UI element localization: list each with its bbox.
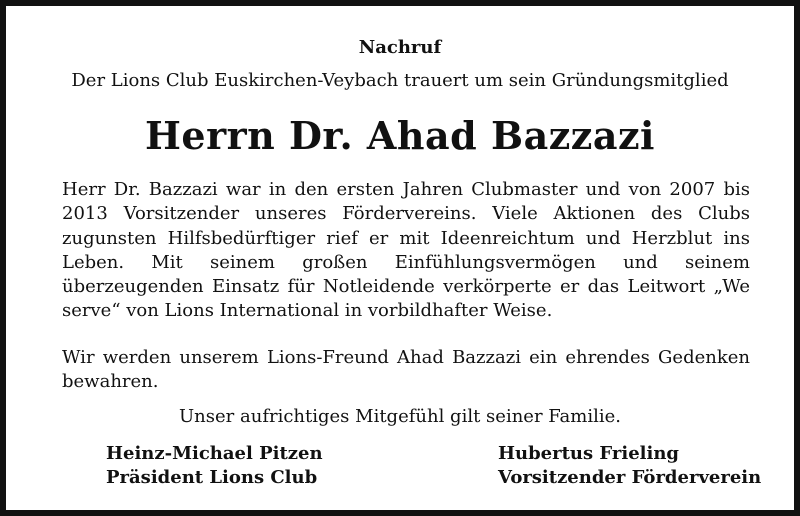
notice-heading: Nachruf — [358, 37, 442, 58]
tribute-paragraph: Herr Dr. Bazzazi war in den ersten Jahren Clubmaster und von 2007 bis 2013 Vorsitzender unseres Fördervereins. Viele Aktionen des Clubs zugunsten Hilfsbedürftiger rief er mit Ideenreichtum und Herzblut ins Leben. Mit seinem großen Einfühlungsvermögen und seinem überzeugenden Einsatz für Notleidende verkörperte er das Leitwort „We serve“ von Lions International in vorbildhafter Weise. — [62, 179, 750, 322]
signatory-left — [106, 442, 323, 490]
deceased-name: Herrn Dr. Ahad Bazzazi — [145, 113, 655, 158]
signatory-right — [498, 442, 761, 490]
notice-subheading: Der Lions Club Euskirchen-Veybach trauert um sein Gründungsmitglied — [71, 70, 729, 91]
signatory-name: Hubertus Frieling — [498, 443, 680, 464]
remembrance-paragraph: Wir werden unserem Lions-Freund Ahad Bazzazi ein ehrendes Gedenken bewahren. — [62, 347, 750, 393]
signatory-title: Vorsitzender Förderverein — [498, 467, 762, 488]
condolence-line: Unser aufrichtiges Mitgefühl gilt seiner Familie. — [179, 406, 621, 427]
signatory-title: Präsident Lions Club — [106, 467, 318, 488]
signatory-name: Heinz-Michael Pitzen — [106, 443, 323, 464]
